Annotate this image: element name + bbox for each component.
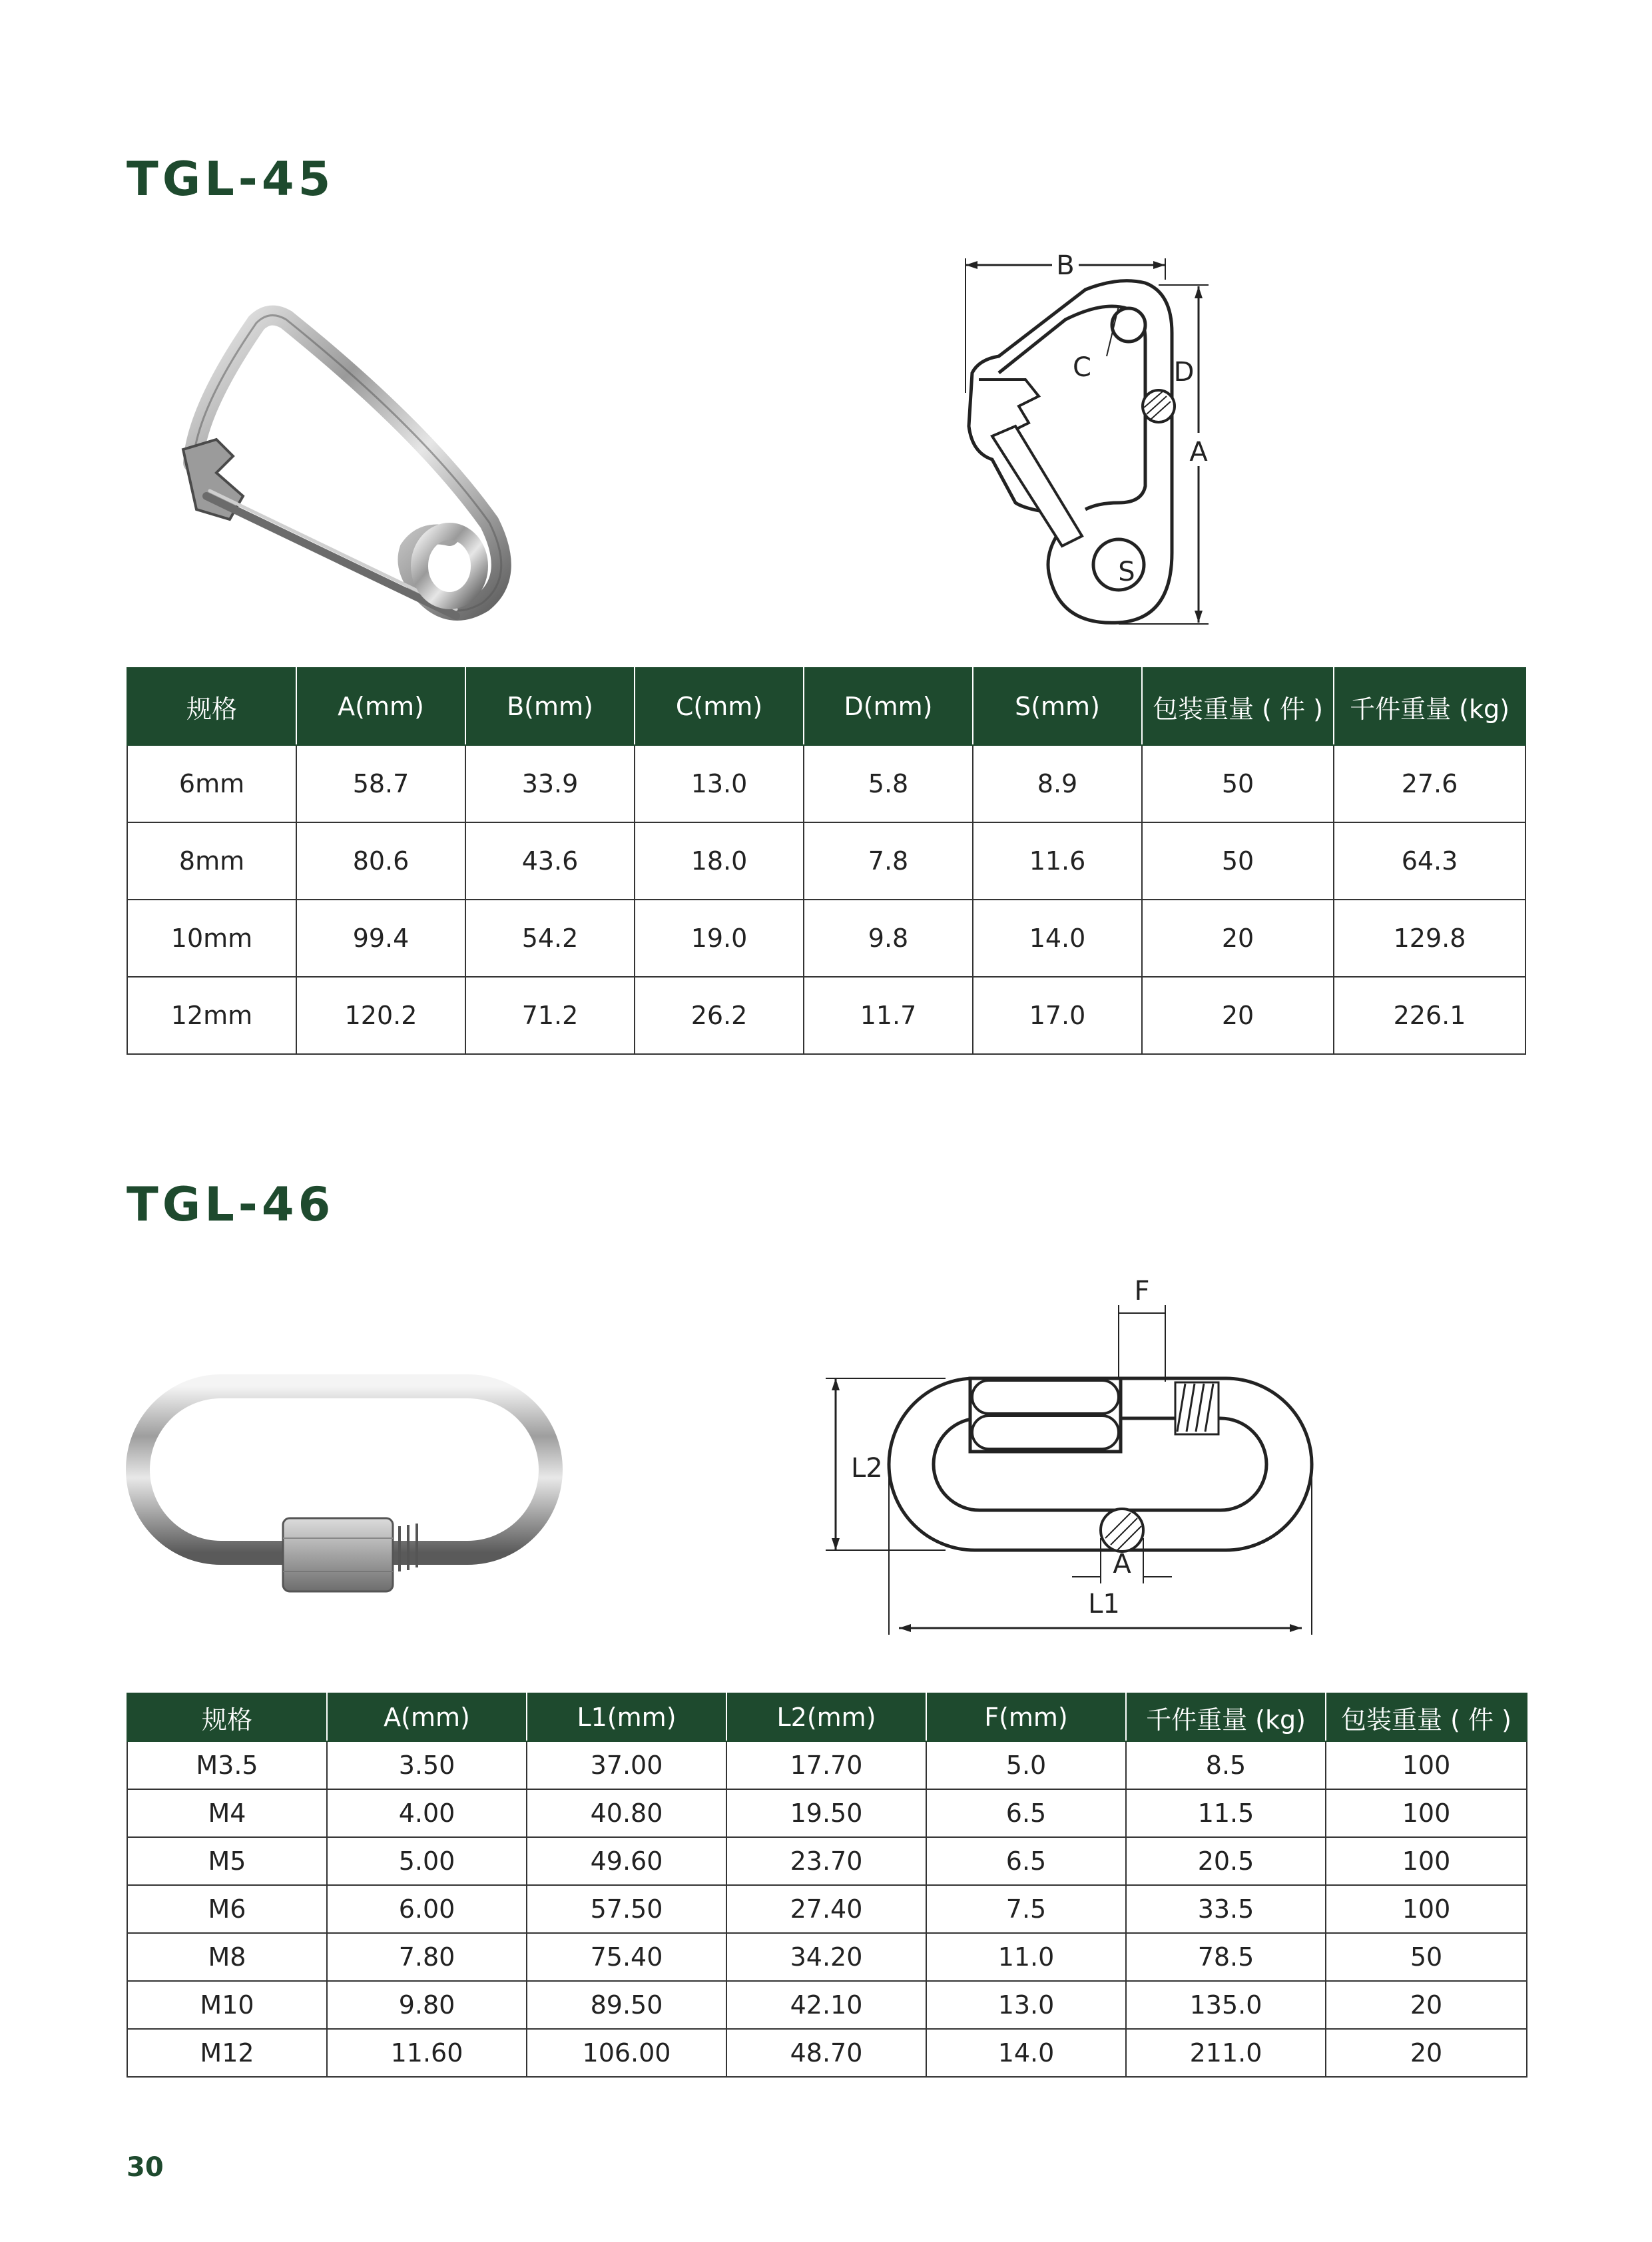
table-cell: 27.6 xyxy=(1334,745,1525,822)
table-row xyxy=(127,2029,1527,2077)
table-cell: 14.0 xyxy=(926,2029,1126,2077)
column-header: 千件重量 (kg) xyxy=(1334,668,1525,745)
table-cell: 20 xyxy=(1142,900,1334,977)
table-row xyxy=(127,1885,1527,1933)
table-cell: 8mm xyxy=(127,822,296,900)
table-cell: 100 xyxy=(1326,1789,1527,1837)
table-cell: 11.6 xyxy=(973,822,1142,900)
section-title-tgl46: TGL-46 xyxy=(127,1177,335,1232)
dim-label-f: F xyxy=(1134,1276,1150,1306)
table-cell: 11.0 xyxy=(926,1933,1126,1981)
table-cell: 10mm xyxy=(127,900,296,977)
column-header: L2(mm) xyxy=(726,1693,926,1741)
table-header-row xyxy=(127,668,1525,745)
column-header: 千件重量 (kg) xyxy=(1126,1693,1326,1741)
dim-label-c: C xyxy=(1073,352,1091,383)
table-cell: 18.0 xyxy=(635,822,804,900)
column-header: B(mm) xyxy=(465,668,635,745)
table-cell: 6mm xyxy=(127,745,296,822)
table-row xyxy=(127,1741,1527,1789)
dim-label-a: A xyxy=(1189,437,1208,467)
quick-link-photo xyxy=(123,1372,569,1625)
table-cell: 34.20 xyxy=(726,1933,926,1981)
column-header: 包装重量 ( 件 ) xyxy=(1326,1693,1527,1741)
table-cell: 8.5 xyxy=(1126,1741,1326,1789)
table-cell: 57.50 xyxy=(527,1885,726,1933)
table-cell: 58.7 xyxy=(296,745,465,822)
table-cell: 211.0 xyxy=(1126,2029,1326,2077)
table-header-row xyxy=(127,1693,1527,1741)
dim-label-l2: L2 xyxy=(851,1453,883,1484)
column-header: D(mm) xyxy=(804,668,973,745)
table-cell: 6.5 xyxy=(926,1837,1126,1885)
table-cell: 6.5 xyxy=(926,1789,1126,1837)
table-cell: 120.2 xyxy=(296,977,465,1054)
section-title-tgl45: TGL-45 xyxy=(127,152,335,206)
dim-label-l1: L1 xyxy=(1088,1589,1120,1619)
table-cell: 5.8 xyxy=(804,745,973,822)
quick-link-diagram xyxy=(812,1265,1318,1651)
table-cell: 26.2 xyxy=(635,977,804,1054)
snap-hook-photo xyxy=(170,296,529,643)
table-cell: M6 xyxy=(127,1885,327,1933)
table-cell: 8.9 xyxy=(973,745,1142,822)
table-cell: 43.6 xyxy=(465,822,635,900)
column-header: 规格 xyxy=(127,668,296,745)
table-row xyxy=(127,1789,1527,1837)
table-cell: 129.8 xyxy=(1334,900,1525,977)
table-cell: 7.5 xyxy=(926,1885,1126,1933)
table-cell: 80.6 xyxy=(296,822,465,900)
table-cell: 5.00 xyxy=(327,1837,527,1885)
table-cell: 9.80 xyxy=(327,1981,527,2029)
column-header: A(mm) xyxy=(296,668,465,745)
snap-hook-diagram xyxy=(952,240,1239,626)
table-cell: M5 xyxy=(127,1837,327,1885)
table-cell: 13.0 xyxy=(635,745,804,822)
table-cell: 106.00 xyxy=(527,2029,726,2077)
table-cell: M8 xyxy=(127,1933,327,1981)
table-cell: M3.5 xyxy=(127,1741,327,1789)
table-cell: 4.00 xyxy=(327,1789,527,1837)
table-row xyxy=(127,822,1525,900)
table-row xyxy=(127,1933,1527,1981)
table-cell: 12mm xyxy=(127,977,296,1054)
table-cell: 17.0 xyxy=(973,977,1142,1054)
column-header: 包装重量 ( 件 ) xyxy=(1142,668,1334,745)
table-cell: 3.50 xyxy=(327,1741,527,1789)
page-number: 30 xyxy=(127,2152,164,2183)
column-header: F(mm) xyxy=(926,1693,1126,1741)
table-cell: 9.8 xyxy=(804,900,973,977)
table-cell: 100 xyxy=(1326,1741,1527,1789)
table-row xyxy=(127,745,1525,822)
dim-label-a: A xyxy=(1113,1549,1131,1579)
table-cell: 11.60 xyxy=(327,2029,527,2077)
table-cell: 50 xyxy=(1142,745,1334,822)
table-cell: 17.70 xyxy=(726,1741,926,1789)
column-header: 规格 xyxy=(127,1693,327,1741)
table-cell: 5.0 xyxy=(926,1741,1126,1789)
table-cell: 27.40 xyxy=(726,1885,926,1933)
dim-label-d: D xyxy=(1173,357,1195,388)
table-row xyxy=(127,977,1525,1054)
table-cell: 13.0 xyxy=(926,1981,1126,2029)
table-cell: 48.70 xyxy=(726,2029,926,2077)
table-cell: 71.2 xyxy=(465,977,635,1054)
table-cell: 75.40 xyxy=(527,1933,726,1981)
table-cell: 19.50 xyxy=(726,1789,926,1837)
table-cell: 99.4 xyxy=(296,900,465,977)
table-cell: 100 xyxy=(1326,1837,1527,1885)
table-cell: 20 xyxy=(1326,1981,1527,2029)
table-cell: M10 xyxy=(127,1981,327,2029)
table-cell: 40.80 xyxy=(527,1789,726,1837)
table-cell: 50 xyxy=(1142,822,1334,900)
table-cell: 7.8 xyxy=(804,822,973,900)
table-row xyxy=(127,1837,1527,1885)
table-cell: 33.9 xyxy=(465,745,635,822)
spec-table-tgl46 xyxy=(127,1693,1527,2078)
table-cell: 135.0 xyxy=(1126,1981,1326,2029)
table-row xyxy=(127,900,1525,977)
table-cell: 226.1 xyxy=(1334,977,1525,1054)
table-cell: 7.80 xyxy=(327,1933,527,1981)
table-cell: 6.00 xyxy=(327,1885,527,1933)
table-cell: 20.5 xyxy=(1126,1837,1326,1885)
table-cell: 11.7 xyxy=(804,977,973,1054)
table-cell: 23.70 xyxy=(726,1837,926,1885)
table-cell: 33.5 xyxy=(1126,1885,1326,1933)
dim-label-s: S xyxy=(1118,557,1135,587)
table-cell: M12 xyxy=(127,2029,327,2077)
column-header: L1(mm) xyxy=(527,1693,726,1741)
table-cell: 50 xyxy=(1326,1933,1527,1981)
table-row xyxy=(127,1981,1527,2029)
table-cell: 20 xyxy=(1142,977,1334,1054)
table-cell: 49.60 xyxy=(527,1837,726,1885)
column-header: S(mm) xyxy=(973,668,1142,745)
table-cell: 100 xyxy=(1326,1885,1527,1933)
table-cell: 42.10 xyxy=(726,1981,926,2029)
table-cell: 11.5 xyxy=(1126,1789,1326,1837)
table-cell: 37.00 xyxy=(527,1741,726,1789)
dim-label-b: B xyxy=(1056,250,1075,281)
table-cell: 14.0 xyxy=(973,900,1142,977)
table-cell: 78.5 xyxy=(1126,1933,1326,1981)
spec-table-tgl45 xyxy=(127,667,1526,1055)
table-cell: 54.2 xyxy=(465,900,635,977)
table-cell: M4 xyxy=(127,1789,327,1837)
column-header: C(mm) xyxy=(635,668,804,745)
table-cell: 89.50 xyxy=(527,1981,726,2029)
column-header: A(mm) xyxy=(327,1693,527,1741)
table-cell: 64.3 xyxy=(1334,822,1525,900)
table-cell: 19.0 xyxy=(635,900,804,977)
table-cell: 20 xyxy=(1326,2029,1527,2077)
